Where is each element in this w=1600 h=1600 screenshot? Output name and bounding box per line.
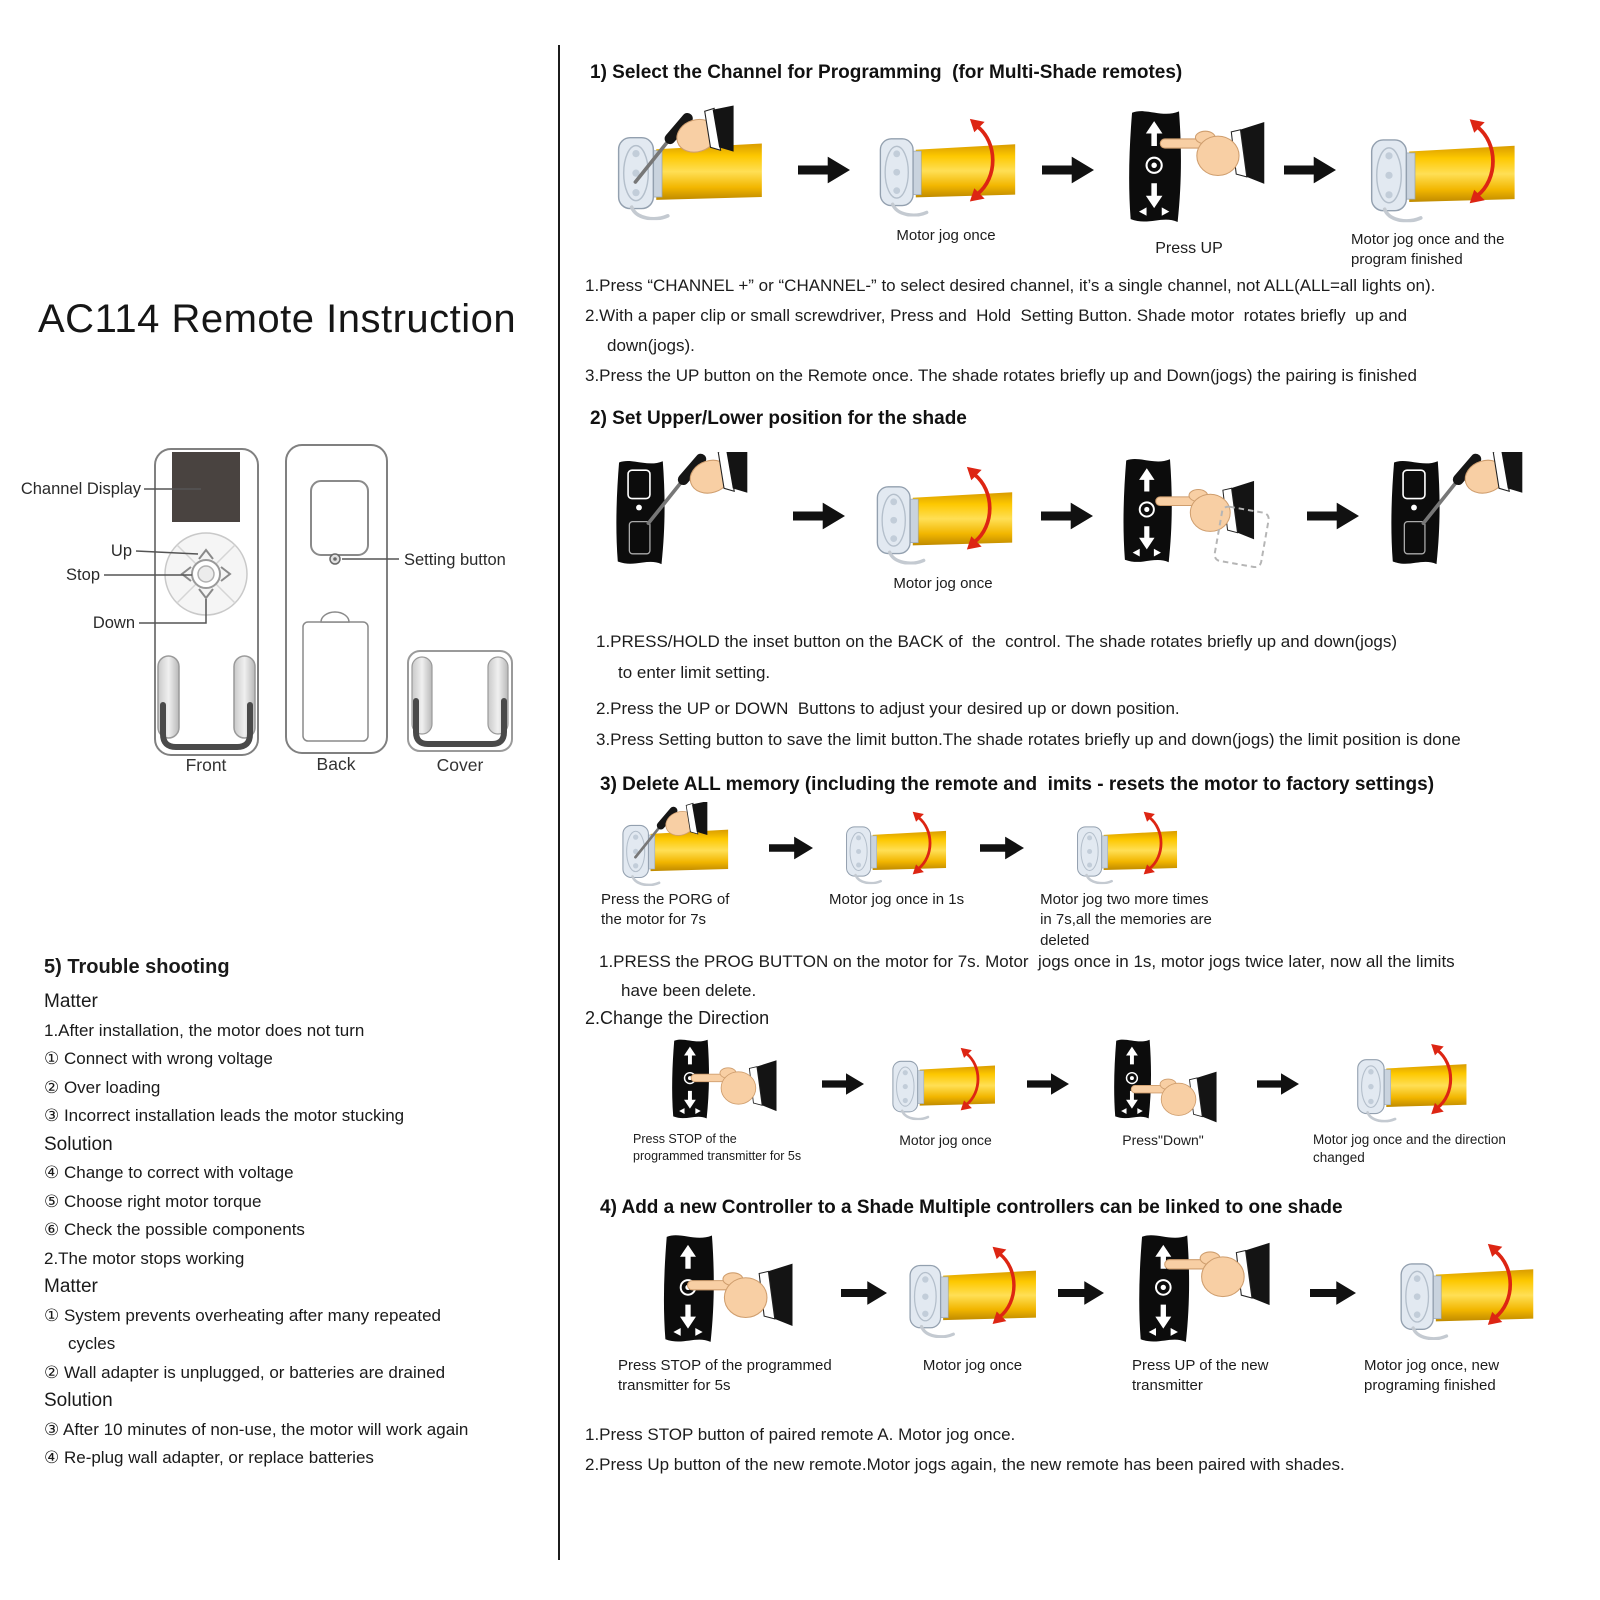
step-line: 2.Press the UP or DOWN Buttons to adjust your desired up or down position. — [596, 699, 1180, 718]
remote-press-illustration — [631, 1230, 821, 1352]
figure-remote-back-save — [1371, 452, 1556, 574]
label-down: Down — [92, 614, 135, 632]
trouble-line: ⑤ Choose right motor torque — [44, 1191, 262, 1211]
section1-steps — [585, 271, 1575, 391]
figure-press-up — [1104, 104, 1274, 260]
motor-icon — [1077, 827, 1177, 883]
remote-press-illustration — [1104, 104, 1274, 234]
remote-adjust-illustration — [1105, 452, 1295, 574]
step-line: 1.Press STOP button of paired remote A. Motor jog once. — [585, 1425, 1016, 1444]
figure-caption: Motor jog two more times in 7s,all the memories are deleted — [1040, 891, 1212, 949]
figure-motor-jog-1s — [829, 802, 964, 910]
arrow-right-icon — [1284, 156, 1336, 184]
section4-figures — [618, 1230, 1569, 1397]
motor-jog-illustration — [895, 1230, 1050, 1352]
section2-heading: 2) Set Upper/Lower position for the shade — [590, 408, 967, 429]
figure-remote-back-press — [596, 452, 781, 574]
step-line: 1.PRESS/HOLD the inset button on the BACK of the control. The shade rotates briefly up and down(jogs) — [596, 632, 1398, 651]
trouble-line: ② Wall adapter is unplugged, or batteries are drained — [44, 1362, 446, 1382]
section2-figures — [596, 452, 1556, 594]
figure-motor-jog — [895, 1230, 1050, 1376]
figure-press-stop — [633, 1035, 808, 1165]
trouble-line: ② Over loading — [44, 1077, 161, 1097]
trouble-line: cycles — [68, 1334, 116, 1353]
arrow-right-icon — [1058, 1280, 1104, 1306]
arrow-right-icon — [1027, 1073, 1069, 1095]
motor-jog-illustration — [860, 104, 1032, 222]
motor-icon — [893, 1061, 995, 1119]
figure-direction-changed — [1313, 1035, 1513, 1167]
section3-figures — [601, 802, 1215, 951]
trouble-line: ③ After 10 minutes of non-use, the motor will work again — [44, 1419, 469, 1439]
arrow-right-icon — [1042, 156, 1094, 184]
trouble-line: Solution — [44, 1390, 113, 1411]
arrow-right-icon — [1307, 502, 1359, 530]
label-cover: Cover — [436, 755, 484, 775]
remote-press-illustration — [1112, 1230, 1302, 1352]
figure-motor-jog-done — [1346, 104, 1541, 271]
remote-back-press-illustration — [1371, 452, 1556, 574]
arrow-right-icon — [841, 1280, 887, 1306]
remote-back-press-illustration — [596, 452, 781, 574]
trouble-line: ③ Incorrect installation leads the motor stucking — [44, 1106, 405, 1125]
troubleshooting-section — [44, 956, 549, 1473]
figure-caption: Press the PORG of the motor for 7s — [601, 891, 730, 929]
motor-icon — [846, 827, 946, 883]
motor-jog-illustration — [878, 1035, 1013, 1127]
step-line: 1.PRESS the PROG BUTTON on the motor for 7s. Motor jogs once in 1s, motor jogs twice later, now all the limits — [599, 952, 1455, 971]
figure-caption: Motor jog once, new programing finished — [1364, 1357, 1500, 1395]
figure-caption: Press UP of the new transmitter — [1132, 1357, 1269, 1395]
remote-icon — [1114, 1040, 1151, 1119]
trouble-line: Solution — [44, 1133, 113, 1155]
figure-caption: Press STOP of the programmed transmitter for 5s — [618, 1357, 832, 1395]
battery-compartment — [303, 622, 368, 741]
figure-press-down — [1083, 1035, 1243, 1150]
motor-jog-illustration — [1062, 802, 1194, 886]
motor-icon — [910, 1265, 1036, 1336]
label-back: Back — [316, 754, 356, 774]
step-line: to enter limit setting. — [618, 663, 771, 682]
figure-motor-jog-deleted — [1040, 802, 1215, 951]
remote-icon — [1139, 1235, 1189, 1342]
figure-motor-jog — [857, 452, 1029, 594]
remote-press-illustration — [641, 1035, 801, 1127]
trouble-line: 2.The motor stops working — [44, 1248, 245, 1268]
channel-display-screen — [172, 452, 240, 522]
figure-caption: Motor jog once — [922, 1357, 1023, 1374]
section3-steps — [599, 947, 1579, 1005]
remote-icon — [1129, 111, 1181, 222]
motor-jog-illustration — [1336, 1035, 1491, 1127]
figure-adjust-position — [1105, 452, 1295, 574]
figure-press-prog — [601, 802, 753, 931]
step-line: down(jogs). — [607, 336, 695, 355]
figure-press-stop — [618, 1230, 833, 1397]
figure-caption: Motor jog once — [899, 1132, 992, 1148]
trouble-line: 1.After installation, the motor does not turn — [44, 1020, 365, 1040]
motor-jog-illustration — [1346, 104, 1541, 226]
motor-icon — [1401, 1264, 1533, 1339]
motor-press-illustration — [602, 802, 752, 886]
motor-press-illustration — [593, 104, 788, 222]
trouble-line: ④ Change to correct with voltage — [44, 1163, 294, 1182]
page-title: AC114 Remote Instruction — [38, 297, 517, 341]
section4-heading: 4) Add a new Controller to a Shade Multiple controllers can be linked to one shade — [600, 1197, 1343, 1218]
section3-heading: 3) Delete ALL memory (including the remote and imits - resets the motor to factory settings) — [600, 774, 1435, 795]
step-line: 1.Press “CHANNEL +” or “CHANNEL-” to select desired channel, it’s a single channel, not ALL(ALL=all lights on). — [585, 276, 1436, 295]
troubleshooting-heading: 5) Trouble shooting — [44, 956, 230, 978]
column-divider — [558, 45, 560, 1560]
figure-caption: Press UP — [1155, 240, 1223, 257]
motor-icon — [880, 139, 1015, 215]
arrow-right-icon — [1257, 1073, 1299, 1095]
figure-caption: Press"Down" — [1122, 1132, 1204, 1148]
arrow-right-icon — [980, 836, 1024, 860]
step-line: 2.Press Up button of the new remote.Motor jogs again, the new remote has been paired with shades. — [585, 1455, 1345, 1474]
figure-caption: Motor jog once — [896, 227, 996, 244]
step-line: have been delete. — [621, 981, 757, 1000]
section2-steps — [596, 626, 1596, 755]
motor-jog-illustration — [1384, 1230, 1549, 1352]
figure-motor-jog — [860, 104, 1032, 246]
label-front: Front — [185, 755, 227, 775]
direction-figures — [633, 1035, 1513, 1167]
figure-motor-jog — [878, 1035, 1013, 1150]
section1-heading: 1) Select the Channel for Programming (for Multi-Shade remotes) — [590, 62, 1183, 83]
label-stop: Stop — [66, 566, 100, 584]
step-line: 2.With a paper clip or small screwdriver, Press and Hold Setting Button. Shade motor rotates briefly up and — [585, 306, 1408, 325]
change-direction-subheading: 2.Change the Direction — [585, 1008, 770, 1028]
trouble-line: ④ Re-plug wall adapter, or replace batteries — [44, 1448, 374, 1467]
figure-new-program-finished — [1364, 1230, 1569, 1397]
arrow-right-icon — [1041, 502, 1093, 530]
arrow-right-icon — [798, 156, 850, 184]
figure-press-up-new — [1112, 1230, 1302, 1397]
figure-caption: Motor jog once and the direction changed — [1313, 1132, 1506, 1166]
figure-press-motor — [593, 104, 788, 222]
motor-jog-illustration — [857, 452, 1029, 570]
section4-steps — [585, 1420, 1565, 1480]
figure-caption: Motor jog once and the program finished — [1351, 231, 1505, 269]
remote-press-illustration — [1083, 1035, 1243, 1127]
trouble-line: ① System prevents overheating after many repeated — [44, 1305, 442, 1325]
figure-caption: Motor jog once in 1s — [829, 891, 965, 908]
figure-caption: Motor jog once — [893, 575, 993, 592]
label-channel-display: Channel Display — [20, 480, 141, 498]
step-line: 3.Press Setting button to save the limit button.The shade rotates briefly up and down(jogs) the limit position is done — [596, 730, 1461, 749]
trouble-line: ⑥ Check the possible components — [44, 1220, 305, 1239]
arrow-right-icon — [822, 1073, 864, 1095]
motor-jog-illustration — [831, 802, 963, 886]
trouble-line: ① Connect with wrong voltage — [44, 1049, 273, 1068]
figure-caption: Press STOP of the programmed transmitter for 5s — [633, 1132, 802, 1163]
label-setting-button: Setting button — [404, 551, 506, 569]
step-line: 3.Press the UP button on the Remote once. The shade rotates briefly up and Down(jogs) the pairing is finished — [585, 366, 1417, 385]
remote-icon — [1124, 459, 1172, 562]
arrow-right-icon — [793, 502, 845, 530]
remote-diagram — [5, 435, 545, 780]
motor-icon — [877, 487, 1012, 563]
arrow-right-icon — [1310, 1280, 1356, 1306]
trouble-line: Matter — [44, 1276, 98, 1297]
label-up: Up — [110, 542, 132, 560]
section1-figures — [593, 104, 1541, 271]
trouble-line: Matter — [44, 991, 98, 1012]
arrow-right-icon — [769, 836, 813, 860]
